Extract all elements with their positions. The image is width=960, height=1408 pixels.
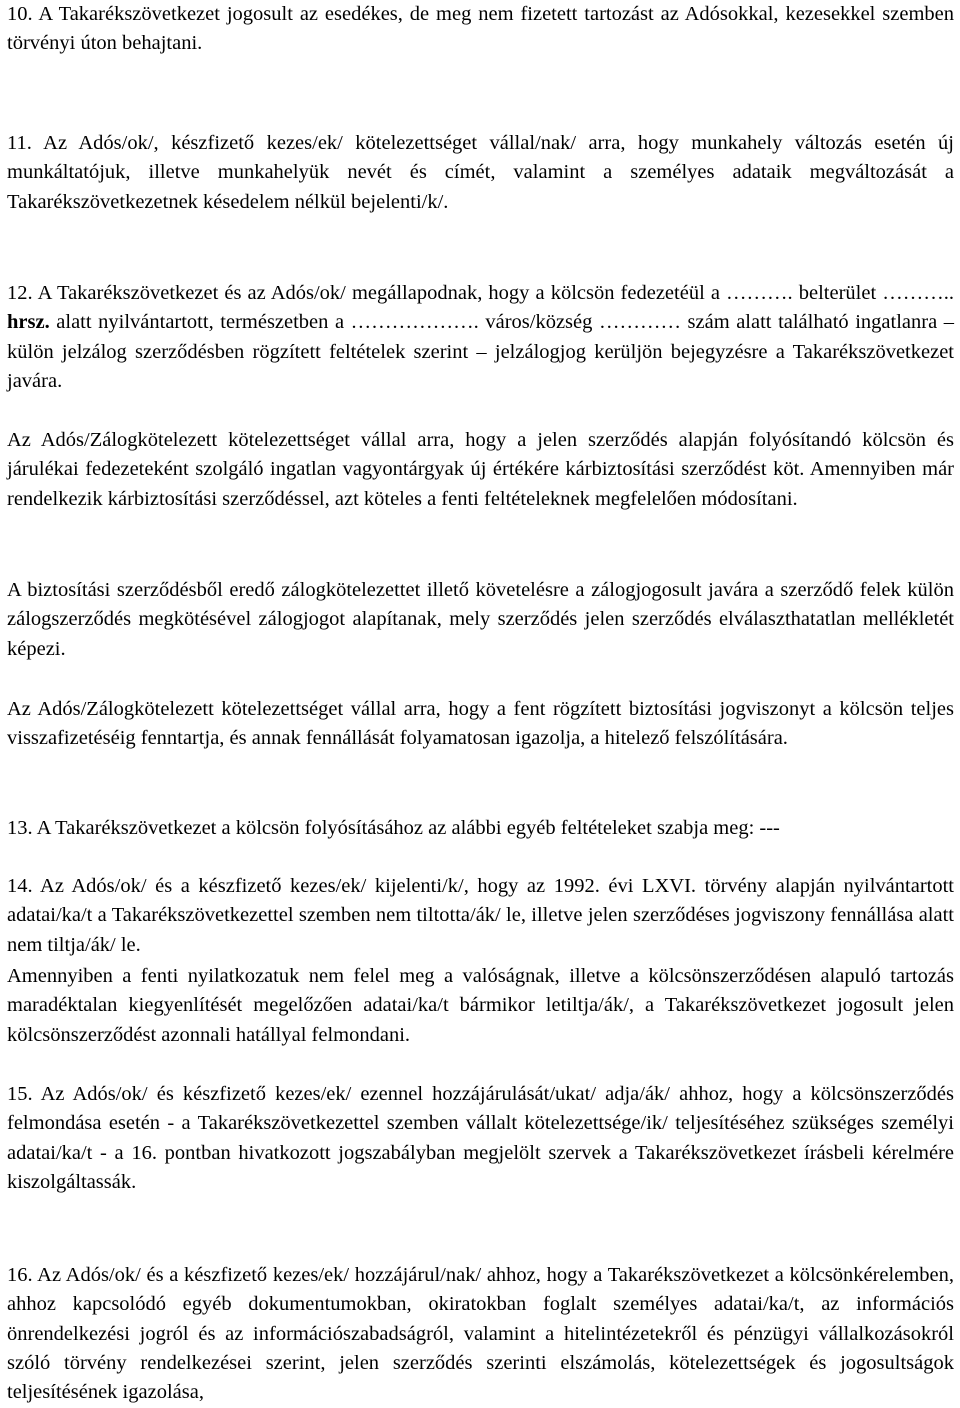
paragraph-10: 10. A Takarékszövetkezet jogosult az esedékes, de meg nem fizetett tartozást az Adósokkal, kezesekkel szemben törvényi úton behajtani. — [7, 3, 954, 55]
paragraph-12 — [7, 279, 954, 396]
paragraph-14: 14. Az Adós/ok/ és a készfizető kezes/ek/ kijelenti/k/, hogy az 1992. évi LXVI. törvény alapján nyilvántartott adatai/ka/t a Takarékszövetkezettel szemben nem tiltotta/ák/ le, illetve jelen szerződéses jogviszony fennállása alatt nem tiltja/ák/ le. — [7, 875, 954, 956]
paragraph-14-continuation: Amennyiben a fenti nyilatkozatuk nem felel meg a valóságnak, illetve a kölcsönszerződésen alapuló tartozás maradéktalan kiegyenlítését megelőzően adatai/ka/t bármikor letiltja/ák/, a Takarékszövetkezet jogosult jelen kölcsönszerződést azonnali hatállyal felmondani. — [7, 965, 954, 1046]
hrsz-label: hrsz. — [7, 311, 50, 334]
paragraph-11: 11. Az Adós/ok/, készfizető kezes/ek/ kötelezettséget vállal/nak/ arra, hogy munkahely változás esetén új munkáltatójuk, illetve munkahelyük nevét és címét, valamint a személyes adataik megváltozását a Takarékszövetkezetnek késedelem nélkül bejelenti/k/. — [7, 132, 954, 213]
paragraph-16: 16. Az Adós/ok/ és a készfizető kezes/ek/ hozzájárul/nak/ ahhoz, hogy a Takarékszövetkezet a kölcsönkérelemben, ahhoz kapcsolódó egyéb dokumentumokban, okiratokban foglalt személyes adatai/ka/t, az információs önrendelkezési jogról és az információszabadságról, valamint a hitelintézetekről és pénzügyi vállalkozásokról szóló törvény rendelkezései szerint, jelen szerződés szerinti elszámolás, kötelezettségek és jogosultságok teljesítésének igazolása, — [7, 1264, 954, 1404]
paragraph-12-text-start: 12. A Takarékszövetkezet és az Adós/ok/ megállapodnak, hogy a kölcsön fedezetéül a ………. belterület ……….. — [7, 282, 954, 304]
paragraph-12-obligation: Az Adós/Zálogkötelezett kötelezettséget vállal arra, hogy a fent rögzített biztosítási jogviszonyt a kölcsön teljes visszafizetéséig fenntartja, és annak fennállását folyamatosan igazolja, a hitelező felszólítására. — [7, 698, 954, 750]
paragraph-12-pledge: A biztosítási szerződésből eredő zálogkötelezettet illető követelésre a zálogjogosult javára a szerződő felek külön zálogszerződés megkötésével zálogjogot alapítanak, mely szerződés jelen szerződés elválaszthatatlan mellékletét képezi. — [7, 579, 954, 660]
paragraph-12-insurance: Az Adós/Zálogkötelezett kötelezettséget vállal arra, hogy a jelen szerződés alapján folyósítandó kölcsön és járulékai fedezeteként szolgáló ingatlan vagyontárgyak új értékére kárbiztosítási szerződést köt. Amennyiben már rendelkezik kárbiztosítási szerződéssel, azt köteles a fenti feltételeknek megfelelően módosítani. — [7, 429, 954, 510]
paragraph-12-text-end: alatt nyilvántartott, természetben a ………………. város/község ………… szám alatt található ingatlanra – külön jelzálog szerződésben rögzített feltételek szerint – jelzálogjog kerüljön bejegyzésre a Takarékszövetkezet javára. — [7, 311, 954, 392]
paragraph-15: 15. Az Adós/ok/ és készfizető kezes/ek/ ezennel hozzájárulását/ukat/ adja/ák/ ahhoz, hogy a kölcsönszerződés felmondása esetén - a Takarékszövetkezettel szemben vállalt kötelezettsége/ik/ teljesítéséhez szükséges személyi adatai/ka/t - a 16. pontban hivatkozott jogszabályban megjelölt szervek a Takarékszövetkezet írásbeli kérelmére kiszolgáltassák. — [7, 1083, 954, 1193]
paragraph-13: 13. A Takarékszövetkezet a kölcsön folyósításához az alábbi egyéb feltételeket szabja meg: --- — [7, 817, 780, 839]
